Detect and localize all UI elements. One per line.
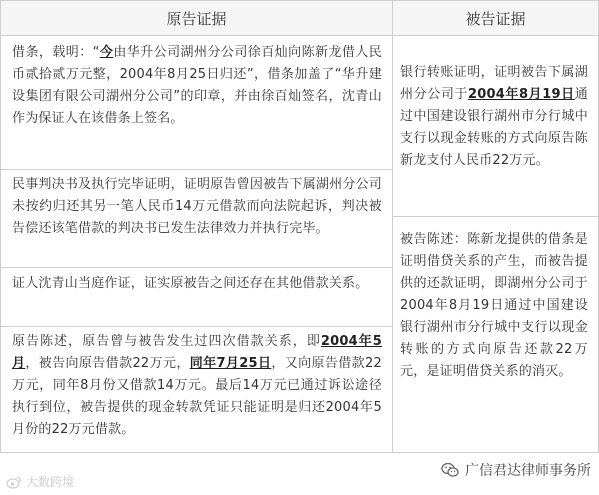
watermark-left — [6, 473, 74, 490]
row-divider — [0, 169, 392, 170]
emphasized-text: 今 — [99, 45, 114, 60]
cell-text: 证人沈青山当庭作证，证实原被告之间还存在其他借款关系。 — [12, 276, 369, 291]
cell-text: 原告陈述，原告曾与被告发生过四次借款关系，即 — [12, 334, 321, 349]
header-defendant-evidence: 被告证据 — [393, 1, 598, 35]
cell-text: 被告陈述：陈新龙提供的借条是证明借贷关系的产生，而被告提供的还款证明，即湖州分公司于2004年8月19日通过中国建设银行湖州市分行城中支行以现金转账的方式向原告还款22万元，是证明借贷关系的消灭。 — [400, 232, 588, 379]
row-divider — [0, 326, 392, 327]
header-divider — [0, 35, 599, 36]
header-plaintiff-evidence: 原告证据 — [1, 1, 392, 35]
plaintiff-evidence-iou — [12, 42, 382, 130]
emphasized-text: 同年7月25日 — [189, 356, 272, 371]
plaintiff-statement — [12, 331, 382, 441]
row-divider — [392, 216, 599, 217]
row-divider — [0, 267, 392, 268]
brand-name: 广信君达律师事务所 — [465, 463, 591, 479]
emphasized-text: 2004年5月 — [12, 334, 382, 371]
plaintiff-evidence-judgment — [12, 174, 382, 240]
plaintiff-evidence-witness — [12, 273, 382, 295]
cell-text: 民事判决书及执行完毕证明，证明原告曾因被告下属湖州分公司未按约归还其另一笔人民币14万元借款而向法院起诉，判决被告偿还该笔借款的判决书已发生法律效力并执行完毕。 — [12, 177, 382, 236]
defendant-statement — [400, 229, 588, 383]
brand-footer — [441, 460, 591, 480]
emphasized-text: 2004年8月19日 — [468, 87, 575, 102]
cell-text: ，又向原告借款22万元，同年8月份又借款14万元。最后14万元已通过诉讼途径执行到位，被告提供的现金转款凭证只能证明是归还2004年5月份的22万元借款。 — [12, 356, 382, 437]
column-divider — [392, 0, 393, 452]
weibo-icon — [6, 475, 22, 489]
cell-text: ，被告向原告借款22万元， — [25, 356, 190, 371]
table-border-left — [0, 0, 1, 452]
table-border-bottom — [0, 452, 599, 453]
wechat-icon — [441, 462, 459, 478]
cell-text: 借条，载明：“ — [12, 45, 100, 60]
cell-text: 银行转账证明，证明被告下属湖州分公司于 — [400, 65, 588, 102]
watermark-text: 大数跨境 — [26, 475, 75, 489]
defendant-evidence-bank-transfer — [400, 62, 588, 172]
cell-text: 通过中国建设银行湖州市分行城中支行以现金转账的方式向原告陈新龙支付人民币22万元。 — [400, 87, 588, 168]
cell-text: 由华升公司湖州分公司徐百灿向陈新龙借人民币贰拾贰万元整，2004年8月25日归还”，借条加盖了“华升建设集团有限公司湖州分公司”的印章，并由徐百灿签名，沈青山作为保证人在该借条上签名。 — [12, 45, 383, 126]
